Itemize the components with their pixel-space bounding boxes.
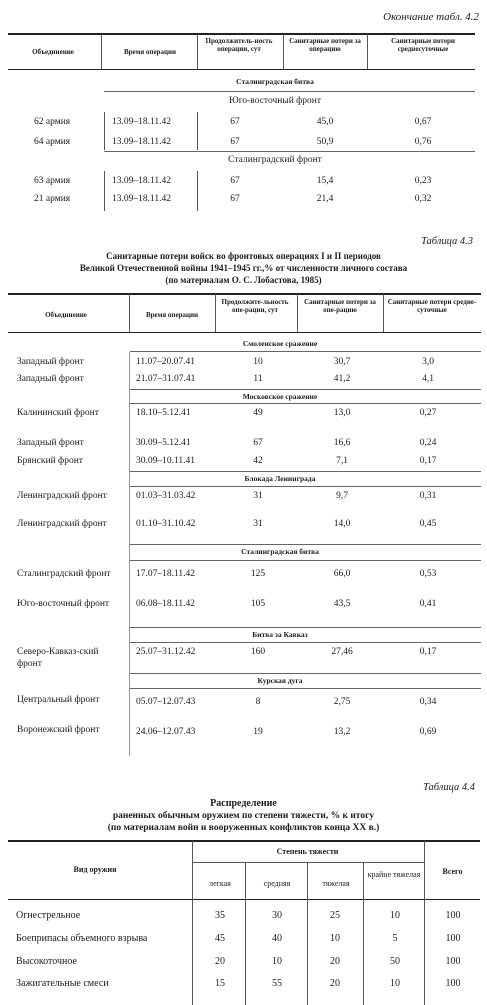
divider [130,544,481,545]
cell: Калининский фронт [17,408,99,418]
cell: 45,0 [316,117,334,127]
table-title: Распределение [210,798,277,809]
cell: Сталинградский фронт [17,569,111,579]
cell: 10 [272,956,282,967]
section-title: Юго-восточный фронт [228,96,322,106]
cell: 2,75 [333,697,351,707]
cell: 50 [390,956,400,967]
cell: Центральный фронт [17,695,100,705]
cell: 160 [250,647,266,657]
cell: 42 [253,456,263,466]
table-title: Санитарные потери войск во фронтовых операциях I и II периодов [106,251,381,261]
column-divider [215,294,216,332]
cell: Юго-восточный фронт [17,599,110,609]
divider [130,673,481,674]
cell: 10 [253,357,263,367]
cell: 21 армия [34,194,71,204]
column-divider [283,34,284,69]
cell: 43,5 [333,599,351,609]
cell: 20 [330,978,340,989]
cell: 64 армия [34,137,71,147]
column-divider [197,112,198,150]
cell: 105 [250,599,266,609]
divider [8,899,480,900]
cell: 19 [253,727,263,737]
cell: 15 [215,978,225,989]
cell: 25 [330,910,340,921]
cell: 5 [392,933,398,944]
cell: 0,53 [419,569,437,579]
section-title: Блокада Ленинграда [244,474,316,483]
cell: 20 [215,956,225,967]
column-divider [383,294,384,332]
cell: 30.09–5.12.41 [136,438,191,448]
cell: 15,4 [316,176,334,186]
cell: 125 [250,569,266,579]
section-title: Сталинградский фронт [228,155,322,165]
cell: 67 [230,137,240,147]
cell: Ленинградский фронт [17,519,107,529]
divider [130,486,481,487]
column-header: Степень тяжести [276,847,339,856]
divider [104,91,475,92]
table-caption: Таблица 4.3 [421,236,473,247]
cell: 31 [253,491,263,501]
cell: 0,17 [419,647,437,657]
cell: Боеприпасы объемного взрыва [16,933,148,944]
divider [130,389,481,390]
cell: 66,0 [333,569,351,579]
cell: 13.09–18.11.42 [112,176,172,186]
column-divider [192,841,193,1005]
cell: 13,2 [333,727,351,737]
cell: 63 армия [34,176,71,186]
column-divider [363,863,364,1005]
column-header: Всего [442,867,463,876]
cell: 16,6 [333,438,351,448]
column-divider [129,294,130,332]
cell: 67 [230,176,240,186]
cell: 18.10–5.12.41 [136,408,191,418]
cell: Зажигательные смеси [16,978,109,989]
cell: 0,32 [414,194,432,204]
cell: 3,0 [422,357,434,367]
divider [130,627,481,628]
column-header: Объединение [45,311,87,319]
cell: 100 [445,978,461,989]
cell: 0,45 [419,519,437,529]
column-header: Санитарные потери за операцию [289,37,361,53]
table-title: (по материалам войн и вооруженных конфликтов конца XX в.) [107,823,380,833]
column-header: Время операции [123,48,177,56]
cell: 49 [253,408,263,418]
table-title: (по материалам О. С. Лобастова, 1985) [165,275,322,285]
cell: 17.07–18.11.42 [136,569,196,579]
column-divider [129,352,130,756]
column-divider [307,863,308,1005]
cell: Огнестрельное [16,910,81,921]
cell: 13.09–18.11.42 [112,137,172,147]
cell: Северо-Кавказ-ский фронт [17,647,99,669]
cell: 10 [390,978,400,989]
table-caption: Таблица 4.4 [423,782,475,793]
column-divider [101,34,102,69]
divider [192,862,425,863]
cell: 4,1 [422,374,434,384]
cell: 0,69 [419,727,437,737]
divider [130,560,481,561]
cell: 7,1 [336,456,348,466]
column-divider [245,863,246,1005]
column-divider [297,294,298,332]
table-title: Великой Отечественной войны 1941–1945 гг.,% от численности личного состава [79,263,408,273]
divider [8,69,475,70]
divider [130,351,481,352]
column-divider [104,171,105,211]
column-divider [104,112,105,150]
cell: Западный фронт [17,357,84,367]
divider [8,293,481,295]
column-divider [197,34,198,69]
column-header: Вид оружия [73,865,117,874]
cell: 35 [215,910,225,921]
section-title: Сталинградская битва [241,547,319,556]
cell: 30 [272,910,282,921]
cell: 0,41 [419,599,437,609]
cell: Западный фронт [17,438,84,448]
cell: Ленинградский фронт [17,491,107,501]
section-title: Сталинградская битва [236,77,314,86]
cell: 01.10–31.10.42 [136,519,196,529]
cell: 55 [272,978,282,989]
column-header: Санитарные потери средне-суточные [387,298,477,314]
divider [8,840,480,842]
cell: 14,0 [333,519,351,529]
cell: 100 [445,933,461,944]
cell: 67 [230,194,240,204]
column-header: Продолжите-льность опе-рации, сут [221,298,289,314]
column-header: Санитарные потери за опе-рацию [304,298,376,314]
divider [130,642,481,643]
cell: 10 [330,933,340,944]
column-divider [424,841,425,1005]
cell: 0,67 [414,117,432,127]
cell: 0,34 [419,697,437,707]
divider [8,332,481,333]
section-title: Смоленское сражение [242,339,318,348]
cell: 13,0 [333,408,351,418]
cell: 20 [330,956,340,967]
cell: 0,24 [419,438,437,448]
cell: 24.06–12.07.43 [136,727,196,737]
cell: 9,7 [336,491,348,501]
cell: 0,17 [419,456,437,466]
cell: Высокоточное [16,956,77,967]
cell: 27,46 [331,647,353,657]
table-title: раненных обычным оружием по степени тяжести, % к итогу [112,811,375,821]
cell: 100 [445,910,461,921]
divider [130,471,481,472]
column-header: тяжелая [322,879,350,888]
cell: 0,23 [414,176,432,186]
cell: 0,31 [419,491,437,501]
section-title: Курская дуга [257,676,303,685]
column-divider [197,171,198,211]
column-header: средняя [263,879,291,888]
cell: 45 [215,933,225,944]
cell: 06.08–18.11.42 [136,599,196,609]
cell: 100 [445,956,461,967]
divider [8,33,475,35]
cell: 31 [253,519,263,529]
section-title: Московское сражение [242,392,318,401]
cell: 40 [272,933,282,944]
table-caption: Окончание табл. 4.2 [383,11,479,23]
cell: 10 [390,910,400,921]
cell: 62 армия [34,117,71,127]
cell: Западный фронт [17,374,84,384]
divider [130,403,481,404]
cell: 8 [255,697,261,707]
cell: 41,2 [333,374,351,384]
cell: 01.03–31.03.42 [136,491,196,501]
cell: 50,9 [316,137,334,147]
cell: 11 [253,374,263,384]
cell: 21,4 [316,194,334,204]
cell: 13.09–18.11.42 [112,194,172,204]
column-header: Санитарные потери среднесуточные [391,37,455,53]
column-divider [367,34,368,69]
column-header: Объединение [32,48,74,56]
cell: 30.09–10.11.41 [136,456,196,466]
column-header: Продолжитель-ность операции, сут [205,37,273,53]
cell: 13.09–18.11.42 [112,117,172,127]
cell: Брянский фронт [17,456,83,466]
cell: 0,76 [414,137,432,147]
cell: 67 [253,438,263,448]
column-header: легкая [209,879,231,888]
cell: 25.07–31.12.42 [136,647,196,657]
cell: 67 [230,117,240,127]
cell: Воронежский фронт [17,725,100,735]
cell: 0,27 [419,408,437,418]
divider [130,688,481,689]
column-header: Время операции [145,311,199,319]
column-header: крайне тяжелая [367,870,421,879]
cell: 11.07–20.07.41 [136,357,196,367]
cell: 21.07–31.07.41 [136,374,196,384]
divider [104,151,475,152]
section-title: Битва за Кавказ [252,630,308,639]
cell: 30,7 [333,357,351,367]
cell: 05.07–12.07.43 [136,697,196,707]
